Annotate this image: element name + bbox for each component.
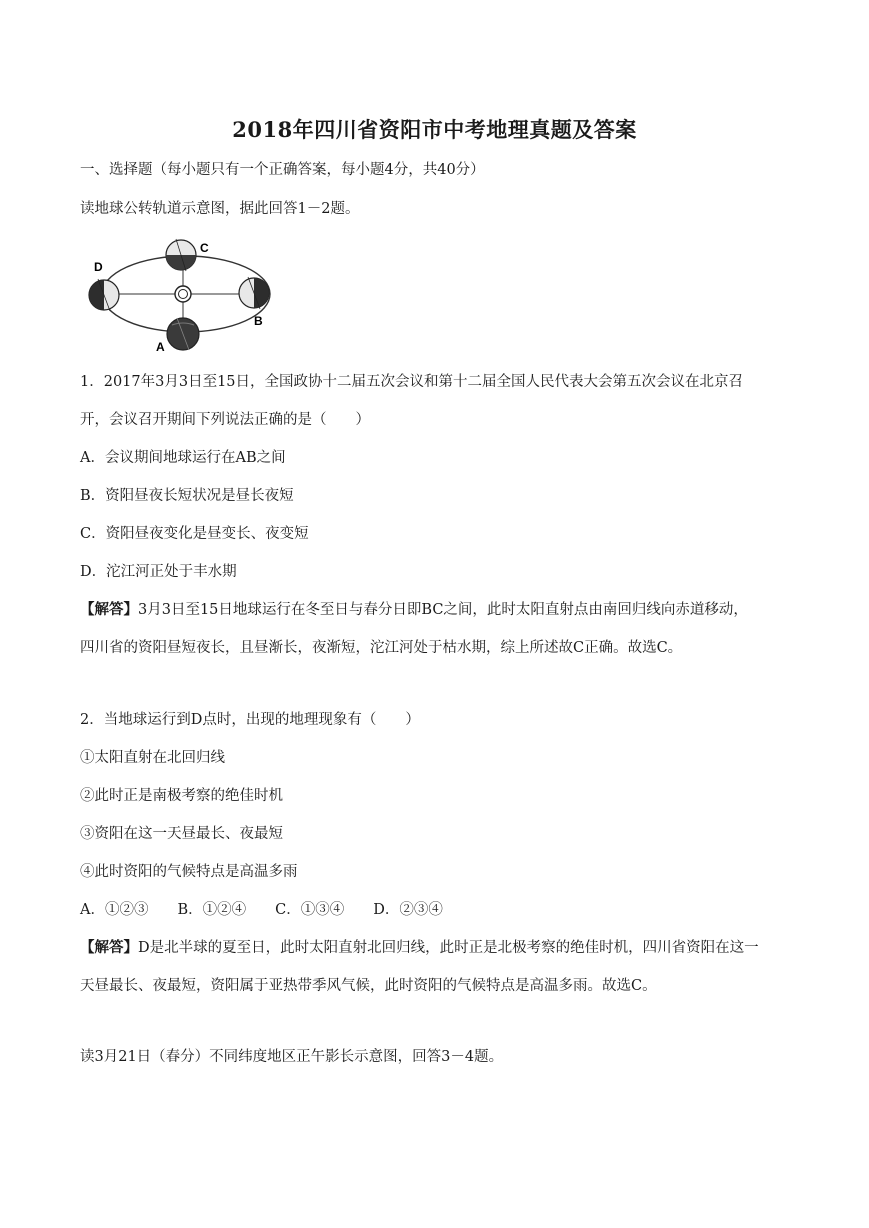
q2-options: A．①②③ B．①②④ C．①③④ D．②③④ bbox=[80, 902, 443, 918]
label-d: D bbox=[94, 260, 103, 274]
q2-statement-2: ②此时正是南极考察的绝佳时机 bbox=[80, 788, 283, 804]
earth-c-icon bbox=[166, 239, 196, 271]
q1-option-b: B．资阳昼夜长短状况是昼长夜短 bbox=[80, 488, 294, 504]
sun-icon bbox=[175, 286, 191, 302]
intro-q3-q4: 读3月21日（春分）不同纬度地区正午影长示意图，回答3－4题。 bbox=[80, 1049, 504, 1065]
q2-answer-line1 bbox=[80, 938, 799, 958]
q2-answer-text: D是北半球的夏至日，此时太阳直射北回归线，此时正是北极考察的绝佳时机，四川省资阳在这一 bbox=[138, 940, 759, 956]
q1-option-a: A．会议期间地球运行在AB之间 bbox=[80, 450, 286, 466]
q2-statement-3: ③资阳在这一天昼最长、夜最短 bbox=[80, 826, 283, 842]
earth-a-icon bbox=[167, 318, 199, 350]
q2-answer-line2: 天昼最长、夜最短，资阳属于亚热带季风气候，此时资阳的气候特点是高温多雨。故选C。 bbox=[80, 978, 657, 994]
page-title: 2018年四川省资阳市中考地理真题及答案 bbox=[232, 117, 637, 142]
answer-tag: 【解答】 bbox=[80, 939, 138, 956]
q1-answer-line2: 四川省的资阳昼短夜长，且昼渐长，夜渐短，沱江河处于枯水期，综上所述故C正确。故选C。 bbox=[80, 640, 683, 656]
label-a: A bbox=[156, 340, 165, 354]
q1-option-d: D．沱江河正处于丰水期 bbox=[80, 564, 237, 580]
section-heading: 一、选择题（每小题只有一个正确答案，每小题4分，共40分） bbox=[80, 162, 485, 178]
q1-answer-text: 3月3日至15日地球运行在冬至日与春分日即BC之间，此时太阳直射点由南回归线向赤道移动， bbox=[138, 602, 748, 618]
answer-tag: 【解答】 bbox=[80, 601, 138, 618]
label-c: C bbox=[200, 241, 209, 255]
intro-q1-q2: 读地球公转轨道示意图，据此回答1－2题。 bbox=[80, 201, 360, 217]
q1-stem-line2: 开，会议召开期间下列说法正确的是（ ） bbox=[80, 412, 370, 428]
q1-option-c: C．资阳昼夜变化是昼变长、夜变短 bbox=[80, 526, 309, 542]
q2-statement-1: ①太阳直射在北回归线 bbox=[80, 750, 225, 766]
q1-stem-line1: 1．2017年3月3日至15日，全国政协十二届五次会议和第十二届全国人民代表大会第五次会议在北京召 bbox=[80, 374, 744, 390]
earth-b-icon bbox=[239, 277, 269, 309]
q1-answer-line1 bbox=[80, 600, 799, 620]
label-b: B bbox=[254, 314, 263, 328]
q2-statement-4: ④此时资阳的气候特点是高温多雨 bbox=[80, 864, 298, 880]
earth-d-icon bbox=[89, 279, 119, 311]
earth-orbit-diagram bbox=[86, 233, 286, 355]
q2-stem: 2．当地球运行到D点时，出现的地理现象有（ ） bbox=[80, 712, 420, 728]
